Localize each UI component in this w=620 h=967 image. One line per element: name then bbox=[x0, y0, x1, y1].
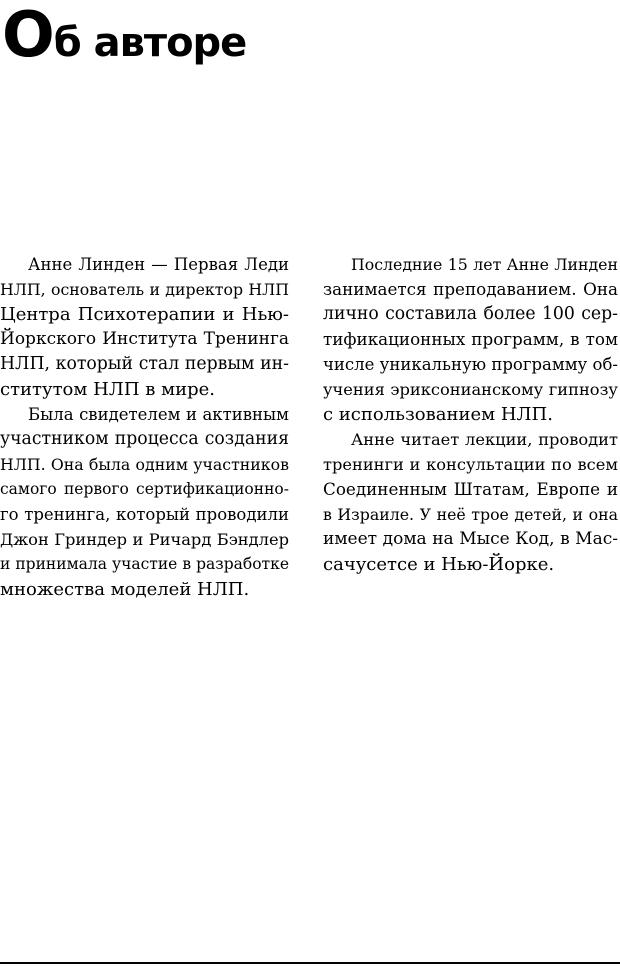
paragraph bbox=[323, 427, 618, 577]
page-title-initial: О bbox=[2, 0, 54, 71]
text-line: сачусетсе и Нью-Йорке. bbox=[323, 554, 555, 575]
text-line: НЛП, основатель и директор НЛП bbox=[0, 280, 289, 299]
text-line: НЛП, который стал первым ин- bbox=[0, 354, 289, 374]
page-title bbox=[2, 0, 247, 71]
text-line: занимается преподаванием. Она bbox=[323, 279, 618, 299]
text-line: тренинги и консультации по всем bbox=[323, 455, 618, 474]
text-line: числе уникальную программу об- bbox=[323, 355, 618, 374]
text-line: Анне Линден — Первая Леди bbox=[28, 255, 289, 274]
bottom-rule bbox=[0, 962, 620, 964]
right-column bbox=[323, 252, 618, 577]
text-line: участником процесса создания bbox=[0, 429, 289, 449]
text-line: и принимала участие в разработке bbox=[0, 555, 289, 573]
page-title-rest: б авторе bbox=[53, 20, 247, 66]
text-line: Анне читает лекции, проводит bbox=[351, 430, 618, 449]
text-line: Последние 15 лет Анне Линден bbox=[351, 255, 618, 274]
paragraph bbox=[0, 252, 289, 402]
left-column bbox=[0, 252, 289, 602]
text-line: множества моделей НЛП. bbox=[0, 579, 250, 600]
text-line: учения эриксонианскому гипнозу bbox=[323, 380, 618, 399]
text-line: самого первого сертификационно- bbox=[0, 480, 289, 498]
text-line: НЛП. Она была одним участников bbox=[0, 455, 289, 474]
text-line: с использованием НЛП. bbox=[323, 404, 553, 425]
text-line: тификационных программ, в том bbox=[323, 329, 618, 349]
text-line: имеет дома на Мысе Код, в Мас- bbox=[323, 529, 618, 549]
text-line: Соединенным Штатам, Европе и bbox=[323, 479, 618, 499]
text-line: лично составила более 100 сер- bbox=[323, 304, 618, 324]
paragraph bbox=[323, 252, 618, 427]
text-line: Йоркского Института Тренинга bbox=[0, 329, 289, 349]
text-line: Центра Психотерапии и Нью- bbox=[0, 304, 289, 325]
paragraph bbox=[0, 402, 289, 602]
text-line: Была свидетелем и активным bbox=[28, 405, 289, 424]
text-line: Джон Гриндер и Ричард Бэндлер bbox=[0, 530, 289, 549]
text-line: ститутом НЛП в мире. bbox=[0, 379, 215, 400]
text-line: го тренинга, который проводили bbox=[0, 505, 289, 524]
text-line: в Израиле. У неё трое детей, и она bbox=[323, 505, 618, 524]
